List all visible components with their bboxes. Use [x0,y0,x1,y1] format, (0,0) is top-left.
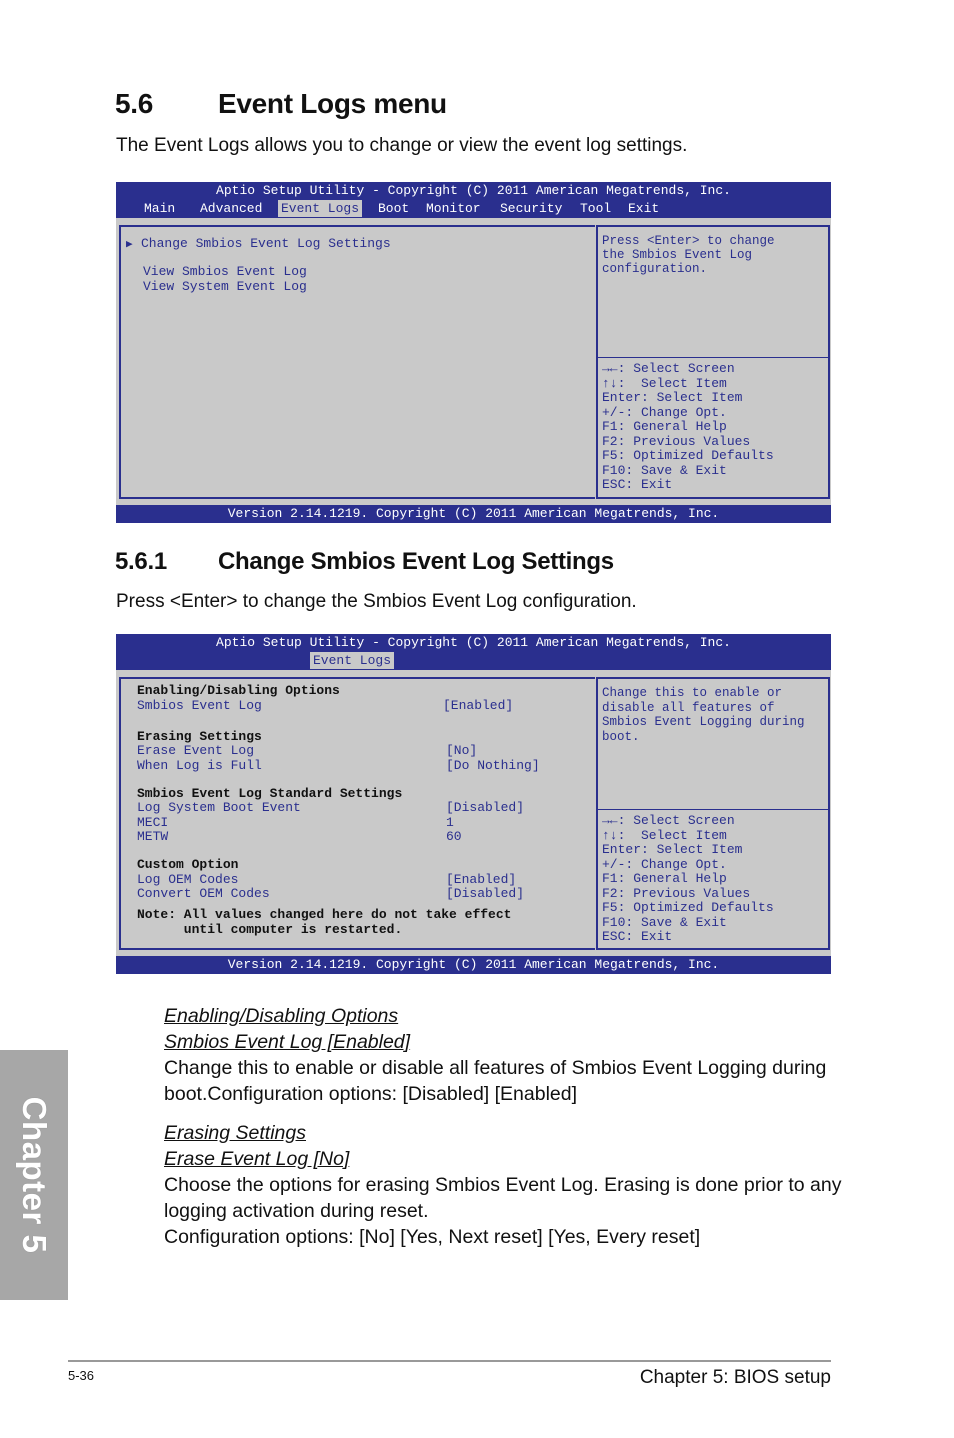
heading-enabling: Enabling/Disabling Options [137,683,340,698]
desc-heading-enabling: Enabling/Disabling Options [164,1005,399,1027]
heading-standard: Smbios Event Log Standard Settings [137,786,403,801]
desc-text-smbios: Change this to enable or disable all features of Smbios Event Logging during boot.Configuration options: [Disabled] [Enabled] [164,1057,827,1105]
value-meci[interactable]: 1 [446,815,454,830]
desc-options-erase: Configuration options: [No] [Yes, Next reset] [Yes, Every reset] [164,1226,701,1248]
desc-text-erase: Choose the options for erasing Smbios Event Log. Erasing is done prior to any logging activation during reset. [164,1174,842,1222]
desc-sub-erase: Erase Event Log [No] [164,1148,350,1170]
help-divider [598,357,828,358]
section-number: 5.6 [115,88,154,119]
tab-event-logs[interactable]: Event Logs [310,652,394,669]
option-erase-event-log[interactable]: Erase Event Log [137,743,255,758]
footer-chapter: Chapter 5: BIOS setup [639,1367,831,1388]
value-smbios-event-log[interactable]: [Enabled] [443,698,514,713]
heading-custom: Custom Option [137,857,239,872]
menu-item-change-smbios[interactable]: Change Smbios Event Log Settings [141,236,391,251]
bios-header [116,182,831,218]
tab-main[interactable]: Main [144,201,176,216]
subsection-intro: Press <Enter> to change the Smbios Event Log configuration. [116,591,637,612]
tab-tool[interactable]: Tool [580,201,612,216]
value-erase-event-log[interactable]: [No] [446,743,478,758]
tab-event-logs[interactable]: Event Logs [278,200,362,217]
description-erasing [164,1120,844,1250]
bios-screen-event-logs [116,182,831,523]
value-log-oem-codes[interactable]: [Enabled] [446,872,517,887]
bios-header [116,634,831,670]
subsection-number: 5.6.1 [115,548,167,575]
heading-erasing: Erasing Settings [137,729,262,744]
note-line-1: Note: All values changed here do not take effect [137,907,512,922]
submenu-arrow-icon: ▶ [126,239,133,251]
option-log-oem-codes[interactable]: Log OEM Codes [137,872,239,887]
option-convert-oem-codes[interactable]: Convert OEM Codes [137,886,270,901]
bios-help-panel [596,225,830,499]
footer-rule [68,1360,831,1362]
desc-heading-erasing: Erasing Settings [164,1122,306,1144]
bios-screen-smbios-settings [116,634,831,974]
description-enabling [164,1003,844,1107]
help-divider [598,809,828,810]
bios-footer: Version 2.14.1219. Copyright (C) 2011 American Megatrends, Inc. [116,956,831,974]
tab-boot[interactable]: Boot [378,201,410,216]
option-metw[interactable]: METW [137,829,169,844]
option-when-log-full[interactable]: When Log is Full [137,758,262,773]
bios-footer: Version 2.14.1219. Copyright (C) 2011 American Megatrends, Inc. [116,505,831,523]
note-line-2: until computer is restarted. [137,922,403,937]
tab-monitor[interactable]: Monitor [426,201,481,216]
option-log-system-boot[interactable]: Log System Boot Event [137,800,301,815]
value-when-log-full[interactable]: [Do Nothing] [446,758,540,773]
value-log-system-boot[interactable]: [Disabled] [446,800,525,815]
help-text: Change this to enable or disable all features of Smbios Event Logging during boot. [602,686,805,744]
page-number: 5-36 [68,1368,95,1383]
help-text: Press <Enter> to change the Smbios Event Log configuration. [602,234,775,276]
tab-exit[interactable]: Exit [628,201,660,216]
key-legend: →←: Select Screen ↑↓: Select Item Enter: Select Item +/-: Change Opt. F1: General Help F2: Previous Values F5: Optimized Defaults F10: Save & Exit ESC: Exit [602,813,774,944]
bios-main-panel [119,677,595,950]
section-intro: The Event Logs allows you to change or view the event log settings. [116,135,688,156]
tab-advanced[interactable]: Advanced [200,201,263,216]
menu-item-view-system[interactable]: View System Event Log [143,279,307,294]
chapter-side-label: Chapter 5 [16,1096,53,1254]
desc-sub-smbios: Smbios Event Log [Enabled] [164,1031,411,1053]
bios-main-panel [119,225,595,499]
section-title: Event Logs menu [218,88,447,119]
option-smbios-event-log[interactable]: Smbios Event Log [137,698,262,713]
value-metw[interactable]: 60 [446,829,462,844]
tab-security[interactable]: Security [500,201,563,216]
subsection-heading [115,548,614,576]
value-convert-oem-codes[interactable]: [Disabled] [446,886,525,901]
menu-item-view-smbios[interactable]: View Smbios Event Log [143,264,307,279]
subsection-title: Change Smbios Event Log Settings [218,548,614,575]
key-legend: →←: Select Screen ↑↓: Select Item Enter: Select Item +/-: Change Opt. F1: General Help F2: Previous Values F5: Optimized Defaults F10: Save & Exit ESC: Exit [602,361,774,492]
bios-header-title: Aptio Setup Utility - Copyright (C) 2011 American Megatrends, Inc. [216,635,731,650]
bios-header-title: Aptio Setup Utility - Copyright (C) 2011 American Megatrends, Inc. [216,183,731,198]
section-heading [115,88,447,120]
bios-help-panel [596,677,830,950]
option-meci[interactable]: MECI [137,815,169,830]
chapter-side-tab [0,1050,68,1300]
